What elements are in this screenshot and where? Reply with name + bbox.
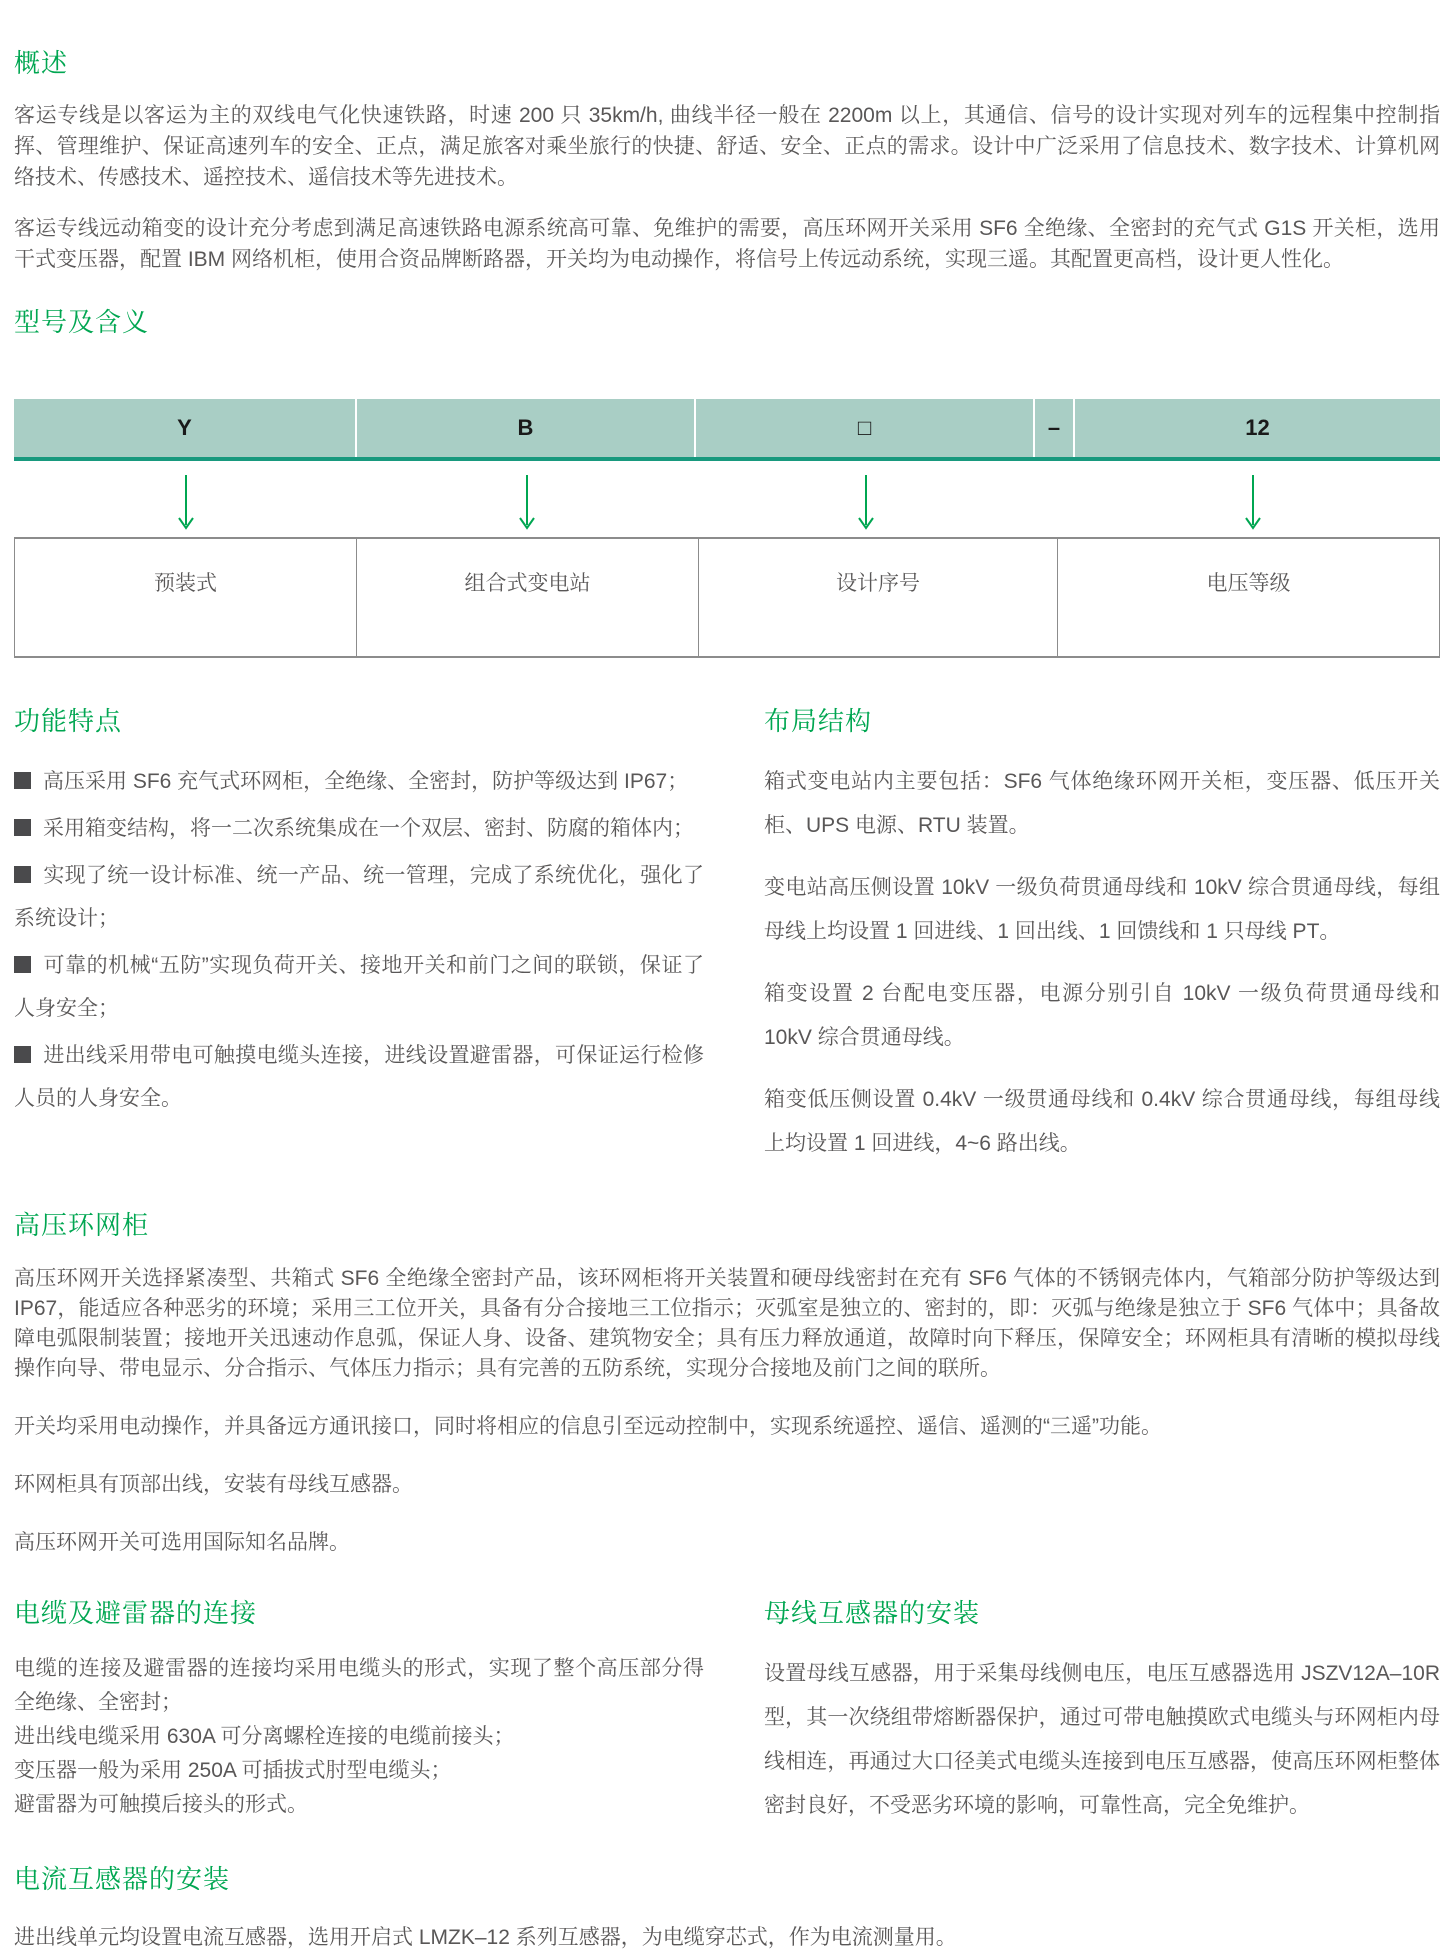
layout-structure-paragraph: 箱变设置 2 台配电变压器，电源分别引自 10kV 一级负荷贯通母线和 10kV 综合贯通母线。 <box>764 982 1440 1049</box>
layout-structure-column <box>764 704 1440 1184</box>
cable-arrester-line: 进出线电缆采用 630A 可分离螺栓连接的电缆前接头； <box>14 1725 515 1748</box>
model-meaning-combined-substation: 组合式变电站 <box>357 539 699 656</box>
hv-rmu-heading: 高压环网柜 <box>14 1210 150 1240</box>
feature-item <box>14 1034 704 1120</box>
bullet-square-icon <box>14 866 31 883</box>
feature-item-text: 高压采用 SF6 充气式环网柜，全绝缘、全密封，防护等级达到 IP67； <box>43 770 689 793</box>
layout-structure-body <box>764 760 1440 1166</box>
model-code-header-row <box>14 399 1440 461</box>
down-arrow-icon <box>175 475 197 529</box>
busbar-vt-column <box>764 1596 1440 1828</box>
hv-rmu-line: 高压环网开关可选用国际知名品牌。 <box>14 1531 350 1554</box>
overview-heading: 概述 <box>14 48 69 78</box>
feature-item <box>14 944 704 1030</box>
model-code-cell-12: 12 <box>1245 415 1270 440</box>
bullet-square-icon <box>14 1046 31 1063</box>
model-meaning-voltage-class: 电压等级 <box>1206 572 1291 595</box>
feature-item-text: 实现了统一设计标准、统一产品、统一管理，完成了系统优化，强化了系统设计； <box>14 864 704 930</box>
model-code-cell-y: Y <box>14 399 357 457</box>
section-hv-ring-main-unit <box>14 1208 1440 1558</box>
layout-structure-paragraph: 箱变低压侧设置 0.4kV 一级贯通母线和 0.4kV 综合贯通母线，每组母线上均设置 1 回进线，4~6 路出线。 <box>764 1088 1440 1155</box>
bullet-square-icon <box>14 772 31 789</box>
layout-structure-paragraph: 箱式变电站内主要包括：SF6 气体绝缘环网开关柜，变压器、低压开关柜、UPS 电源、RTU 装置。 <box>764 770 1440 837</box>
features-heading: 功能特点 <box>14 706 123 736</box>
section-overview <box>14 46 1440 275</box>
cable-arrester-body <box>14 1652 704 1822</box>
current-ct-heading: 电流互感器的安装 <box>14 1864 231 1894</box>
hv-rmu-lead-paragraph: 高压环网开关选择紧凑型、共箱式 SF6 全绝缘全密封产品，该环网柜将开关装置和硬母线密封在充有 SF6 气体的不锈钢壳体内，气箱部分防护等级达到 IP67，能适应各种恶劣的环境；采用三工位开关，具备有分合接地三工位指示；灭弧室是独立的、密封的，即：灭弧与绝缘是独立于 SF6 气体中；具备故障电弧限制装置；接地开关迅速动作息弧，保证人身、设备、建筑物安全；具有压力释放通道，故障时向下释压，保障安全；环网柜具有清晰的模拟母线操作向导、带电显示、分合指示、气体压力指示；具有完善的五防系统，实现分合接地及前门之间的联所。 <box>14 1267 1440 1380</box>
model-code-cell-placeholder-box: □ <box>696 399 1035 457</box>
section-model-meaning <box>14 305 1440 658</box>
cable-arrester-line: 避雷器为可触摸后接头的形式。 <box>14 1793 308 1816</box>
down-arrow-icon <box>516 475 538 529</box>
feature-item-text: 进出线采用带电可触摸电缆头连接，进线设置避雷器，可保证运行检修人员的人身安全。 <box>14 1044 704 1110</box>
cable-arrester-heading: 电缆及避雷器的连接 <box>14 1598 258 1628</box>
model-meaning-row <box>14 537 1440 658</box>
model-code-cell-dash: – <box>1035 399 1075 457</box>
busbar-vt-paragraph: 设置母线互感器，用于采集母线侧电压，电压互感器选用 JSZV12A–10R 型，其一次绕组带熔断器保护，通过可带电触摸欧式电缆头与环网柜内母线相连，再通过大口径美式电缆头连接到电压互感器，使高压环网柜整体密封良好，不受恶劣环境的影响，可靠性高，完全免维护。 <box>764 1662 1440 1817</box>
cable-arrester-line: 电缆的连接及避雷器的连接均采用电缆头的形式，实现了整个高压部分得全绝缘、全密封； <box>14 1657 704 1714</box>
overview-body <box>14 100 1440 275</box>
busbar-vt-heading: 母线互感器的安装 <box>764 1598 981 1628</box>
feature-item <box>14 854 704 940</box>
section-current-transformer <box>14 1862 1440 1953</box>
down-arrow-icon <box>1242 475 1264 529</box>
section-cable-busbar <box>14 1596 1440 1828</box>
model-heading: 型号及含义 <box>14 307 150 337</box>
down-arrow-icon <box>855 475 877 529</box>
bullet-square-icon <box>14 819 31 836</box>
feature-item <box>14 760 704 803</box>
cable-arrester-line: 变压器一般为采用 250A 可插拔式肘型电缆头； <box>14 1759 452 1782</box>
features-column <box>14 704 704 1184</box>
model-code-table <box>14 399 1440 658</box>
section-features-layout <box>14 704 1440 1184</box>
feature-item-text: 可靠的机械“五防”实现负荷开关、接地开关和前门之间的联锁，保证了人身安全； <box>14 954 704 1020</box>
feature-list <box>14 760 704 1120</box>
model-code-cell-b: B <box>357 399 696 457</box>
hv-rmu-line: 开关均采用电动操作，并具备远方通讯接口，同时将相应的信息引至远动控制中，实现系统遥控、遥信、遥测的“三遥”功能。 <box>14 1415 1162 1438</box>
layout-structure-heading: 布局结构 <box>764 706 873 736</box>
feature-item-text: 采用箱变结构，将一二次系统集成在一个双层、密封、防腐的箱体内； <box>43 817 694 840</box>
layout-structure-paragraph: 变电站高压侧设置 10kV 一级负荷贯通母线和 10kV 综合贯通母线，每组母线上均设置 1 回进线、1 回出线、1 回馈线和 1 只母线 PT。 <box>764 876 1440 943</box>
feature-item <box>14 807 704 850</box>
bullet-square-icon <box>14 956 31 973</box>
hv-rmu-body <box>14 1264 1440 1558</box>
overview-paragraph-2: 客运专线远动箱变的设计充分考虑到满足高速铁路电源系统高可靠、免维护的需要，高压环网开关采用 SF6 全绝缘、全密封的充气式 G1S 开关柜，选用干式变压器，配置 IBM 网络机柜，使用合资品牌断路器，开关均为电动操作，将信号上传远动系统，实现三遥。其配置更高档，设计更人性化。 <box>14 217 1440 271</box>
cable-arrester-column <box>14 1596 704 1828</box>
model-meaning-design-serial: 设计序号 <box>699 539 1058 656</box>
model-arrow-row <box>14 461 1440 537</box>
overview-paragraph-1: 客运专线是以客运为主的双线电气化快速铁路，时速 200 只 35km/h, 曲线半径一般在 2200m 以上，其通信、信号的设计实现对列车的远程集中控制指挥、管理维护、保证高速列车的安全、正点，满足旅客对乘坐旅行的快捷、舒适、安全、正点的需求。设计中广泛采用了信息技术、数字技术、计算机网络技术、传感技术、遥控技术、遥信技术等先进技术。 <box>14 104 1440 189</box>
hv-rmu-line: 环网柜具有顶部出线，安装有母线互感器。 <box>14 1473 413 1496</box>
model-meaning-prefab: 预装式 <box>15 539 357 656</box>
current-ct-paragraph: 进出线单元均设置电流互感器，选用开启式 LMZK–12 系列互感器，为电缆穿芯式，作为电流测量用。 <box>14 1926 957 1949</box>
